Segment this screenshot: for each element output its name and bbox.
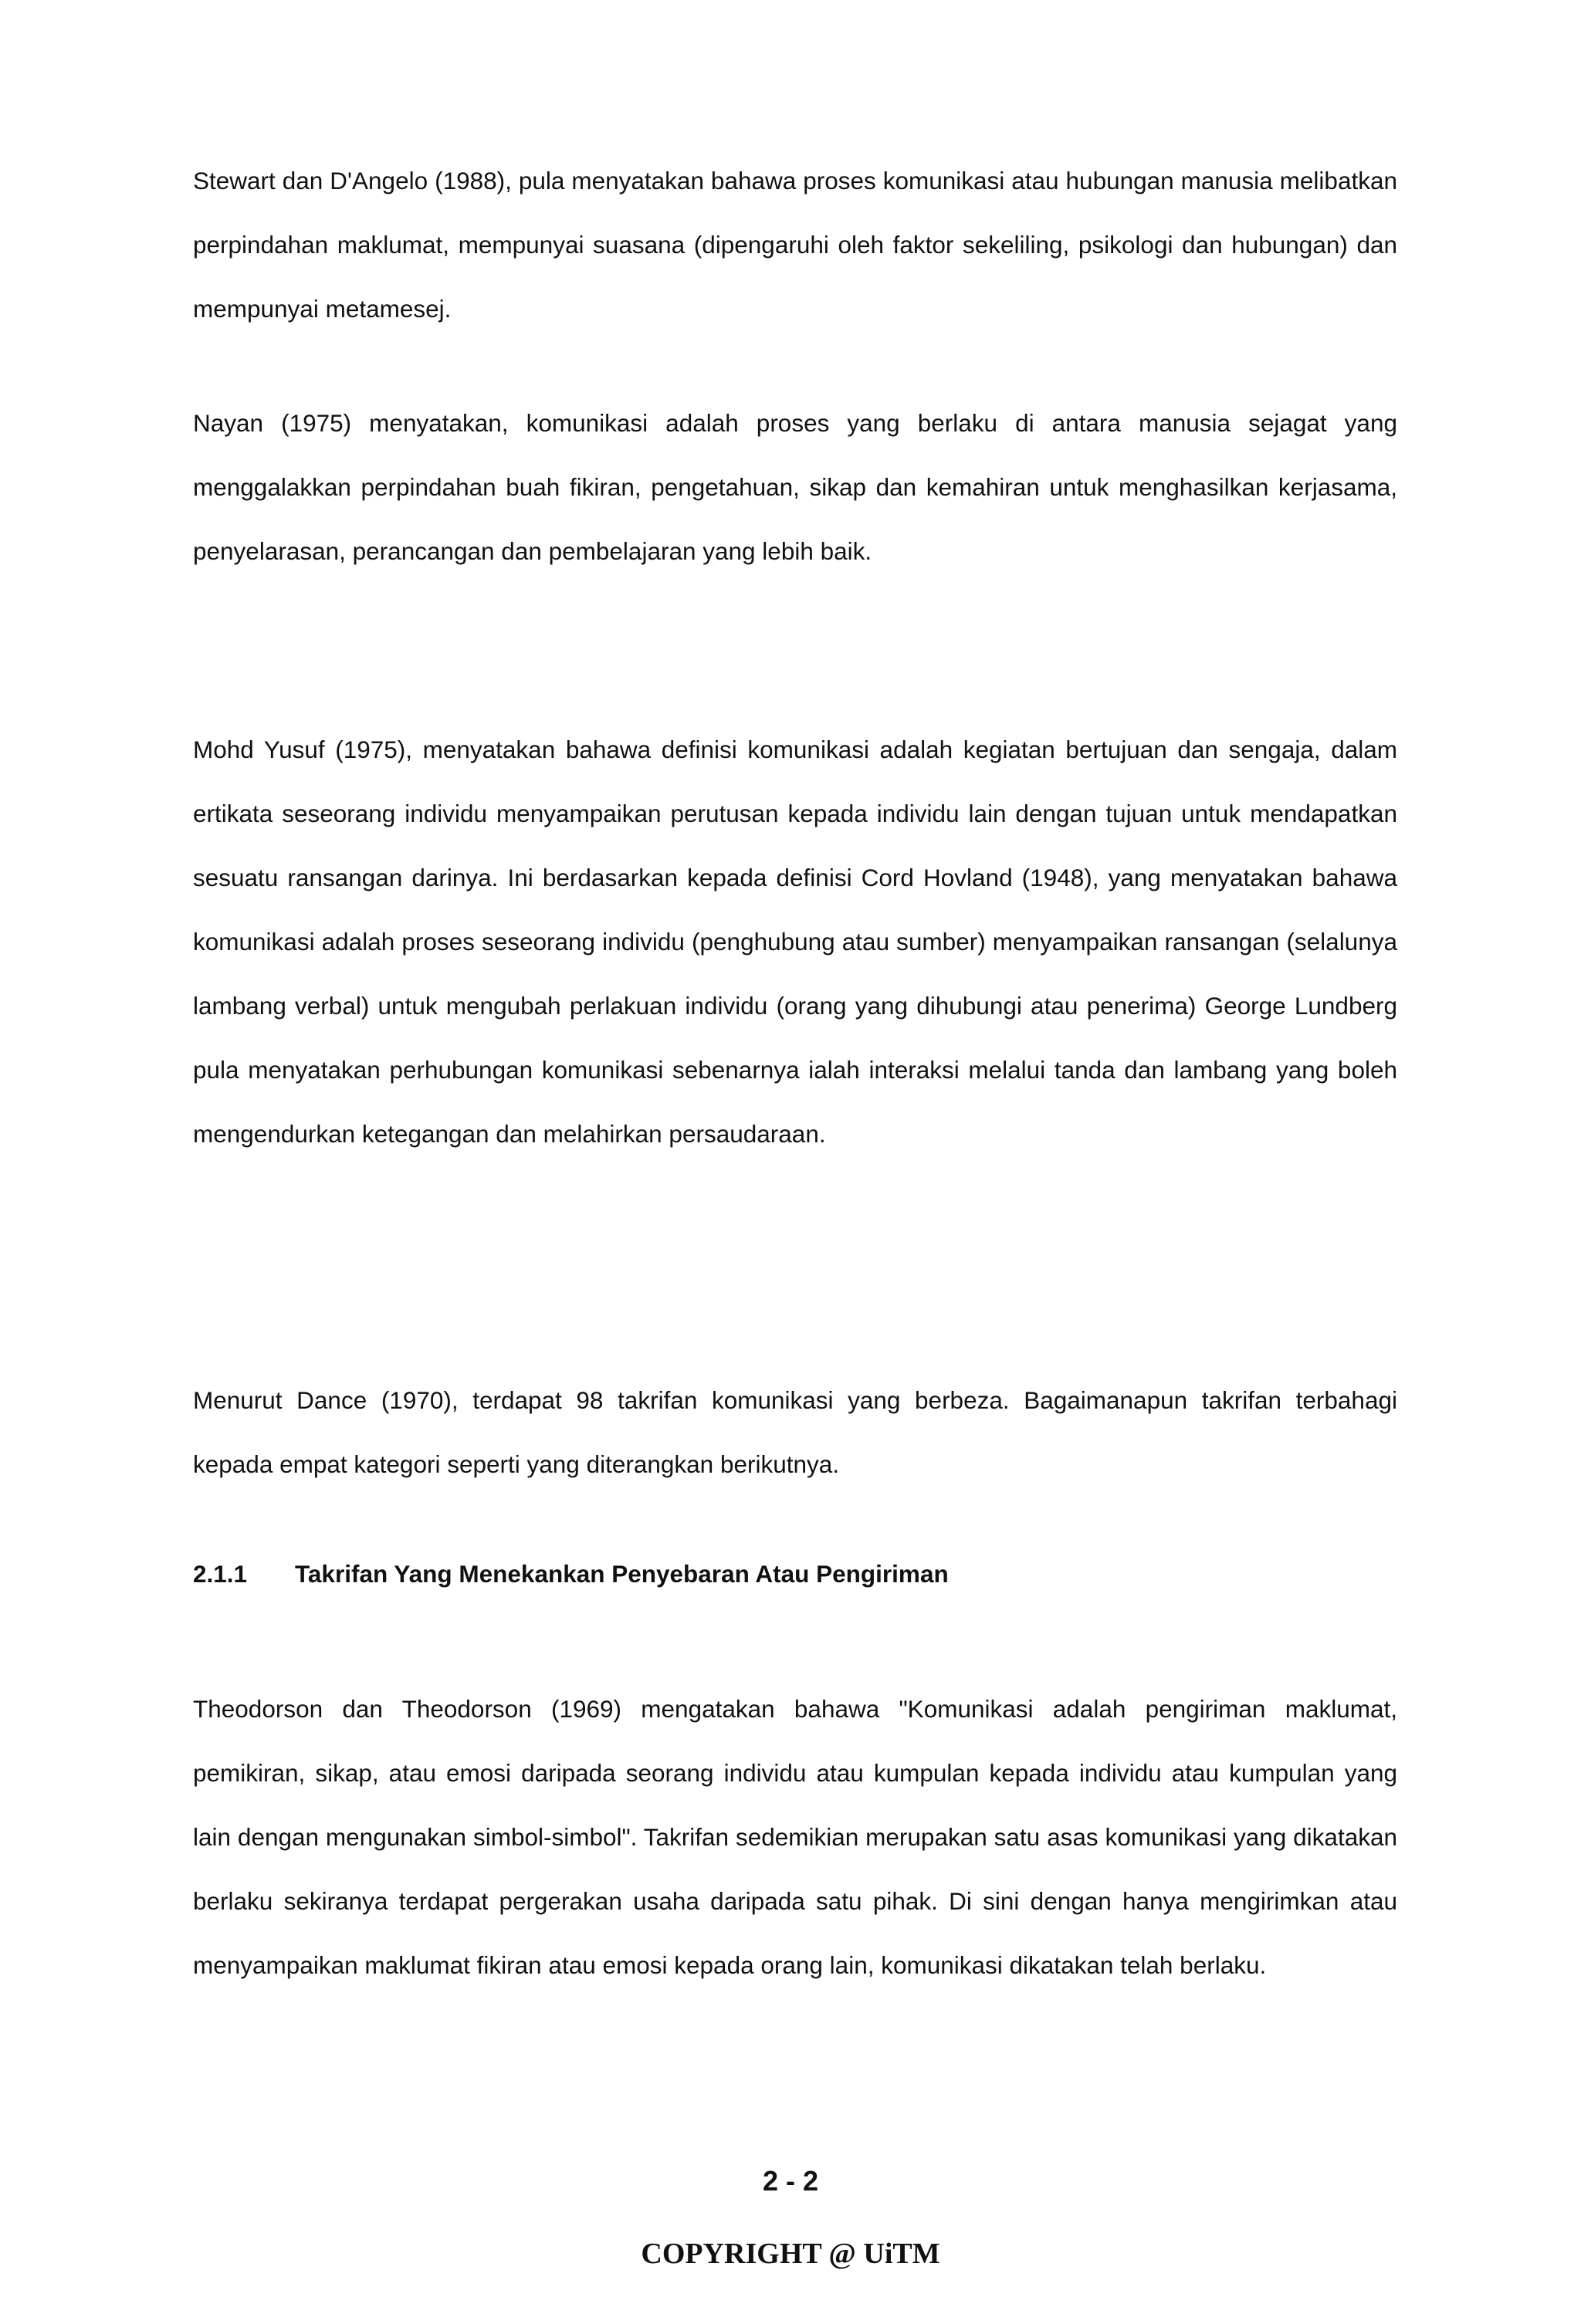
section-title: Takrifan Yang Menekankan Penyebaran Atau Pengiriman [295,1560,949,1588]
section-heading [193,1560,949,1588]
paragraph-mohd-yusuf: Mohd Yusuf (1975), menyatakan bahawa definisi komunikasi adalah kegiatan bertujuan dan sengaja, dalam ertikata seseorang individu menyampaikan perutusan kepada individu lain dengan tujuan untuk mendapatkan sesuatu ransangan darinya. Ini berdasarkan kepada definisi Cord Hovland (1948), yang menyatakan bahawa komunikasi adalah proses seseorang individu (penghubung atau sumber) menyampaikan ransangan (selalunya lambang verbal) untuk mengubah perlakuan individu (orang yang dihubungi atau penerima) George Lundberg pula menyatakan perhubungan komunikasi sebenarnya ialah interaksi melalui tanda dan lambang yang boleh mengendurkan ketegangan dan melahirkan persaudaraan. [193,736,1397,1148]
paragraph-nayan: Nayan (1975) menyatakan, komunikasi adalah proses yang berlaku di antara manusia sejagat yang menggalakkan perpindahan buah fikiran, pengetahuan, sikap dan kemahiran untuk menghasilkan kerjasama, penyelarasan, perancangan dan pembelajaran yang lebih baik. [193,409,1397,565]
section-number: 2.1.1 [193,1560,248,1588]
paragraph-stewart-dangelo: Stewart dan D'Angelo (1988), pula menyatakan bahawa proses komunikasi atau hubungan manusia melibatkan perpindahan maklumat, mempunyai suasana (dipengaruhi oleh faktor sekeliling, psikologi dan hubungan) dan mempunyai metamesej. [193,167,1397,323]
page-number: 2 - 2 [762,2165,819,2197]
paragraph-theodorson: Theodorson dan Theodorson (1969) mengatakan bahawa "Komunikasi adalah pengiriman maklumat, pemikiran, sikap, atau emosi daripada seorang individu atau kumpulan kepada individu atau kumpulan yang lain dengan mengunakan simbol-simbol". Takrifan sedemikian merupakan satu asas komunikasi yang dikatakan berlaku sekiranya terdapat pergerakan usaha daripada satu pihak. Di sini dengan hanya mengirimkan atau menyampaikan maklumat fikiran atau emosi kepada orang lain, komunikasi dikatakan telah berlaku. [193,1695,1397,1979]
copyright-footer: COPYRIGHT @ UiTM [641,2238,940,2270]
paragraph-dance: Menurut Dance (1970), terdapat 98 takrifan komunikasi yang berbeza. Bagaimanapun takrifan terbahagi kepada empat kategori seperti yang diterangkan berikutnya. [193,1386,1397,1478]
